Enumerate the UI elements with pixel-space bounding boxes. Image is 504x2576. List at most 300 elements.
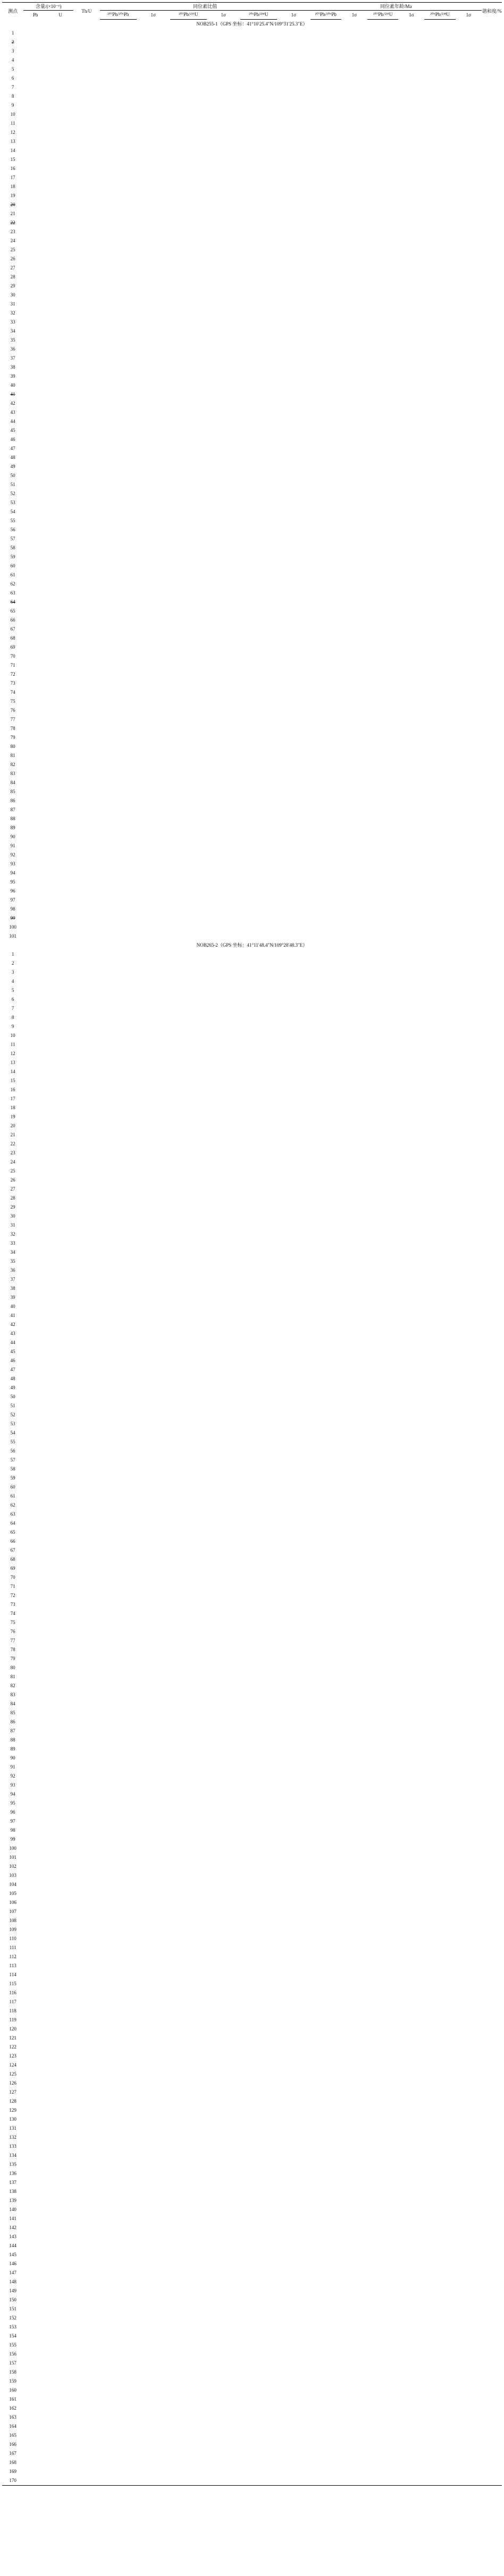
cell-ratio-207-206-sigma (137, 1329, 170, 1338)
cell-age-207-206 (310, 1808, 341, 1817)
cell-age-207-206-sigma (341, 92, 367, 101)
cell-age-206-238-sigma (456, 1474, 482, 1483)
cell-age-207-235-sigma (398, 1943, 424, 1952)
cell-spot: 76 (10, 1629, 15, 1634)
cell-u (47, 408, 73, 417)
cell-ratio-207-206-sigma (137, 1708, 170, 1718)
cell-ratio-207-206-sigma (137, 489, 170, 498)
cell-age-207-235-sigma (398, 1618, 424, 1627)
cell-ratio-207-206-sigma (137, 1320, 170, 1329)
table-row (2, 1618, 502, 1627)
cell-age-207-235-sigma (398, 525, 424, 534)
cell-ratio-207-235-sigma (207, 1925, 240, 1934)
cell-age-206-238 (424, 1528, 455, 1537)
cell-concordance (482, 273, 502, 282)
cell-pb (23, 1492, 47, 1501)
cell-u (47, 2332, 73, 2341)
cell-age-207-235-sigma (398, 1754, 424, 1763)
cell-age-207-206 (310, 56, 341, 65)
cell-u (47, 1374, 73, 1383)
cell-age-207-206 (310, 2250, 341, 2259)
cell-age-207-235-sigma (398, 2268, 424, 2277)
cell-pb (23, 1401, 47, 1410)
cell-age-207-235 (367, 552, 398, 562)
cell-th-u (73, 787, 99, 796)
cell-ratio-206-238-sigma (277, 1727, 310, 1736)
cell-ratio-207-206-sigma (137, 2458, 170, 2467)
cell-age-207-206 (310, 616, 341, 625)
cell-age-207-235-sigma (398, 914, 424, 923)
cell-spot: 100 (9, 924, 16, 930)
cell-spot: 80 (10, 1665, 15, 1670)
cell-ratio-207-235-sigma (207, 2250, 240, 2259)
cell-ratio-206-238-sigma (277, 1492, 310, 1501)
cell-pb (23, 1591, 47, 1600)
cell-age-206-238 (424, 2250, 455, 2259)
cell-age-207-206-sigma (341, 571, 367, 580)
cell-ratio-206-238-sigma (277, 1067, 310, 1076)
cell-age-206-238-sigma (456, 643, 482, 652)
table-row (2, 589, 502, 598)
table-row (2, 2223, 502, 2232)
cell-age-207-235-sigma (398, 959, 424, 968)
cell-ratio-207-235 (170, 2449, 207, 2458)
cell-age-207-235 (367, 110, 398, 119)
cell-th-u (73, 1826, 99, 1835)
table-row (2, 914, 502, 923)
cell-ratio-207-206 (100, 254, 137, 263)
cell-age-207-235 (367, 2187, 398, 2196)
table-row (2, 670, 502, 679)
cell-th-u (73, 1808, 99, 1817)
cell-age-207-206-sigma (341, 2133, 367, 2142)
cell-age-206-238-sigma (456, 1871, 482, 1880)
cell-age-207-235 (367, 56, 398, 65)
cell-ratio-206-238 (240, 2043, 277, 2052)
cell-age-206-238-sigma (456, 1140, 482, 1149)
cell-u (47, 2359, 73, 2368)
cell-age-207-206-sigma (341, 2088, 367, 2097)
cell-age-206-238 (424, 1645, 455, 1654)
cell-th-u (73, 1374, 99, 1383)
cell-age-207-206-sigma (341, 1049, 367, 1058)
table-row (2, 363, 502, 372)
cell-age-206-238-sigma (456, 426, 482, 435)
cell-ratio-207-235-sigma (207, 92, 240, 101)
cell-ratio-207-235 (170, 2350, 207, 2359)
cell-spot: 95 (10, 879, 15, 885)
cell-spot: 148 (9, 2279, 16, 2284)
cell-ratio-206-238-sigma (277, 1230, 310, 1239)
cell-pb (23, 2151, 47, 2160)
cell-age-207-235-sigma (398, 1194, 424, 1203)
cell-ratio-207-235-sigma (207, 1681, 240, 1690)
cell-age-207-206-sigma (341, 2296, 367, 2305)
cell-age-207-206 (310, 336, 341, 345)
cell-ratio-207-206 (100, 363, 137, 372)
cell-u (47, 2007, 73, 2016)
table-row (2, 1311, 502, 1320)
table-row (2, 878, 502, 887)
cell-ratio-207-206-sigma (137, 1347, 170, 1356)
cell-ratio-206-238-sigma (277, 2043, 310, 2052)
cell-age-206-238-sigma (456, 2160, 482, 2169)
cell-ratio-207-206-sigma (137, 480, 170, 489)
cell-age-206-238-sigma (456, 1374, 482, 1383)
table-row (2, 1519, 502, 1528)
cell-ratio-206-238-sigma (277, 408, 310, 417)
cell-ratio-207-235 (170, 1636, 207, 1645)
cell-ratio-206-238-sigma (277, 1465, 310, 1474)
cell-u (47, 2178, 73, 2187)
cell-age-207-235-sigma (398, 1555, 424, 1564)
cell-pb (23, 1754, 47, 1763)
cell-u (47, 2314, 73, 2323)
cell-spot: 72 (10, 671, 15, 677)
header-th-u: Th/U (73, 3, 99, 20)
cell-age-206-238 (424, 1537, 455, 1546)
cell-age-206-238-sigma (456, 1121, 482, 1130)
cell-ratio-206-238 (240, 29, 277, 38)
cell-pb (23, 1835, 47, 1844)
cell-ratio-206-238-sigma (277, 2133, 310, 2142)
cell-spot: 5 (11, 988, 14, 993)
cell-age-207-235 (367, 1347, 398, 1356)
table-row (2, 498, 502, 507)
cell-age-207-206 (310, 2368, 341, 2377)
cell-age-206-238-sigma (456, 1058, 482, 1067)
cell-age-207-235-sigma (398, 1076, 424, 1085)
cell-age-207-235-sigma (398, 1302, 424, 1311)
cell-ratio-207-206-sigma (137, 814, 170, 823)
cell-ratio-207-235-sigma (207, 1745, 240, 1754)
cell-age-207-206 (310, 254, 341, 263)
table-row (2, 832, 502, 841)
cell-th-u (73, 119, 99, 128)
cell-age-206-238 (424, 2314, 455, 2323)
cell-ratio-206-238-sigma (277, 1546, 310, 1555)
cell-age-207-206 (310, 2196, 341, 2205)
cell-u (47, 2350, 73, 2359)
cell-age-207-235-sigma (398, 2043, 424, 2052)
cell-age-207-206 (310, 923, 341, 932)
cell-ratio-206-238 (240, 1203, 277, 1212)
cell-ratio-207-206 (100, 1501, 137, 1510)
cell-ratio-207-235 (170, 2404, 207, 2413)
cell-pb (23, 950, 47, 959)
cell-age-206-238-sigma (456, 1320, 482, 1329)
cell-u (47, 1465, 73, 1474)
cell-ratio-207-206 (100, 2169, 137, 2178)
cell-age-207-235-sigma (398, 146, 424, 155)
cell-age-206-238-sigma (456, 2052, 482, 2061)
cell-ratio-207-206 (100, 580, 137, 589)
cell-age-206-238-sigma (456, 959, 482, 968)
cell-ratio-206-238 (240, 814, 277, 823)
cell-u (47, 65, 73, 74)
header-age-207-206: ²⁰⁷Pb/²⁰⁶Pb (315, 12, 337, 17)
cell-ratio-207-235 (170, 2314, 207, 2323)
cell-ratio-207-235 (170, 2061, 207, 2070)
cell-age-207-206-sigma (341, 1934, 367, 1943)
cell-age-206-238-sigma (456, 1112, 482, 1121)
cell-ratio-206-238 (240, 2241, 277, 2250)
cell-pb (23, 2386, 47, 2395)
cell-ratio-207-206 (100, 841, 137, 851)
cell-age-207-206-sigma (341, 1194, 367, 1203)
cell-ratio-207-206-sigma (137, 2250, 170, 2259)
cell-th-u (73, 38, 99, 47)
cell-age-206-238-sigma (456, 878, 482, 887)
cell-pb (23, 2178, 47, 2187)
cell-pb (23, 462, 47, 471)
cell-age-206-238 (424, 995, 455, 1004)
cell-age-206-238 (424, 1221, 455, 1230)
cell-ratio-207-206 (100, 128, 137, 137)
cell-ratio-207-235 (170, 2296, 207, 2305)
cell-ratio-206-238 (240, 1284, 277, 1293)
cell-pb (23, 1149, 47, 1158)
table-row (2, 1022, 502, 1031)
cell-age-207-235 (367, 1076, 398, 1085)
cell-spot: 27 (10, 265, 15, 270)
cell-age-207-206-sigma (341, 309, 367, 318)
cell-age-207-235 (367, 543, 398, 552)
cell-ratio-207-206 (100, 534, 137, 543)
cell-ratio-207-235-sigma (207, 2187, 240, 2196)
cell-age-207-206-sigma (341, 1383, 367, 1392)
cell-ratio-207-206 (100, 616, 137, 625)
cell-age-207-235 (367, 381, 398, 390)
cell-ratio-207-206 (100, 1826, 137, 1835)
cell-u (47, 1898, 73, 1907)
cell-concordance (482, 715, 502, 724)
cell-u (47, 841, 73, 851)
cell-ratio-207-235 (170, 571, 207, 580)
cell-ratio-207-235-sigma (207, 1040, 240, 1049)
cell-ratio-206-238 (240, 1022, 277, 1031)
cell-age-207-206 (310, 462, 341, 471)
cell-ratio-207-206-sigma (137, 896, 170, 905)
cell-age-207-235 (367, 661, 398, 670)
cell-ratio-207-206-sigma (137, 679, 170, 688)
cell-age-206-238 (424, 625, 455, 634)
cell-ratio-207-206 (100, 1031, 137, 1040)
cell-ratio-207-235-sigma (207, 2332, 240, 2341)
cell-age-206-238 (424, 1085, 455, 1094)
cell-age-207-206-sigma (341, 580, 367, 589)
cell-ratio-206-238-sigma (277, 2413, 310, 2422)
cell-u (47, 1681, 73, 1690)
cell-age-207-235-sigma (398, 1311, 424, 1320)
cell-age-207-235-sigma (398, 1356, 424, 1365)
cell-age-207-235 (367, 2440, 398, 2449)
cell-ratio-207-235-sigma (207, 399, 240, 408)
cell-age-206-238-sigma (456, 1880, 482, 1889)
cell-age-206-238 (424, 1708, 455, 1718)
cell-age-207-235-sigma (398, 1266, 424, 1275)
cell-th-u (73, 1961, 99, 1970)
cell-ratio-207-235-sigma (207, 1690, 240, 1699)
cell-th-u (73, 2097, 99, 2106)
cell-age-207-206-sigma (341, 1239, 367, 1248)
cell-ratio-207-235-sigma (207, 1889, 240, 1898)
cell-age-207-235 (367, 1410, 398, 1419)
cell-ratio-207-235-sigma (207, 2259, 240, 2268)
cell-ratio-206-238 (240, 1997, 277, 2007)
cell-ratio-206-238 (240, 869, 277, 878)
cell-age-207-206 (310, 1230, 341, 1239)
cell-th-u (73, 1004, 99, 1013)
cell-ratio-207-206-sigma (137, 2449, 170, 2458)
cell-ratio-207-235 (170, 119, 207, 128)
cell-age-207-206 (310, 1167, 341, 1176)
cell-ratio-207-235 (170, 263, 207, 273)
table-row (2, 1862, 502, 1871)
cell-ratio-206-238-sigma (277, 1645, 310, 1654)
cell-u (47, 399, 73, 408)
cell-th-u (73, 1699, 99, 1708)
cell-age-207-235 (367, 2016, 398, 2025)
cell-ratio-207-235 (170, 363, 207, 372)
cell-age-207-206-sigma (341, 480, 367, 489)
cell-concordance (482, 1338, 502, 1347)
cell-pb (23, 2422, 47, 2431)
cell-age-207-235 (367, 697, 398, 706)
cell-ratio-206-238 (240, 932, 277, 941)
cell-ratio-207-235-sigma (207, 200, 240, 209)
cell-pb (23, 300, 47, 309)
table-row (2, 1076, 502, 1085)
cell-age-207-206 (310, 905, 341, 914)
cell-concordance (482, 155, 502, 164)
cell-th-u (73, 2314, 99, 2323)
cell-th-u (73, 2061, 99, 2070)
cell-age-206-238 (424, 2205, 455, 2214)
cell-ratio-207-206-sigma (137, 905, 170, 914)
cell-age-207-206-sigma (341, 1961, 367, 1970)
cell-ratio-207-235 (170, 1645, 207, 1654)
cell-age-207-235-sigma (398, 1130, 424, 1140)
cell-ratio-206-238-sigma (277, 2187, 310, 2196)
cell-age-207-235-sigma (398, 2332, 424, 2341)
cell-age-207-235 (367, 851, 398, 860)
cell-ratio-207-235 (170, 2440, 207, 2449)
table-row (2, 1871, 502, 1880)
cell-spot: 25 (10, 1168, 15, 1174)
cell-pb (23, 715, 47, 724)
cell-concordance (482, 670, 502, 679)
cell-ratio-207-206-sigma (137, 1374, 170, 1383)
cell-ratio-207-235-sigma (207, 2043, 240, 2052)
cell-concordance (482, 616, 502, 625)
cell-ratio-207-235-sigma (207, 209, 240, 218)
cell-pb (23, 2250, 47, 2259)
cell-ratio-206-238 (240, 1754, 277, 1763)
cell-ratio-207-206 (100, 2232, 137, 2241)
cell-age-207-235-sigma (398, 986, 424, 995)
cell-age-207-235-sigma (398, 2359, 424, 2368)
cell-ratio-207-235-sigma (207, 1239, 240, 1248)
cell-age-207-235-sigma (398, 137, 424, 146)
cell-ratio-207-235-sigma (207, 471, 240, 480)
cell-age-207-206 (310, 1943, 341, 1952)
cell-age-206-238 (424, 1483, 455, 1492)
cell-age-207-206 (310, 1383, 341, 1392)
cell-ratio-207-235 (170, 896, 207, 905)
cell-age-207-235 (367, 742, 398, 751)
cell-ratio-207-235 (170, 878, 207, 887)
cell-concordance (482, 227, 502, 236)
cell-ratio-207-235-sigma (207, 778, 240, 787)
cell-pb (23, 2296, 47, 2305)
cell-pb (23, 1654, 47, 1663)
cell-concordance (482, 74, 502, 83)
cell-age-207-206-sigma (341, 372, 367, 381)
cell-spot: 130 (9, 2116, 16, 2122)
cell-age-206-238 (424, 2305, 455, 2314)
table-row (2, 2241, 502, 2250)
cell-u (47, 146, 73, 155)
table-body (2, 20, 502, 2486)
cell-th-u (73, 905, 99, 914)
cell-pb (23, 2404, 47, 2413)
cell-age-207-235 (367, 1158, 398, 1167)
cell-ratio-207-235 (170, 1718, 207, 1727)
cell-age-207-206-sigma (341, 1103, 367, 1112)
cell-th-u (73, 65, 99, 74)
cell-u (47, 1880, 73, 1889)
cell-age-207-206-sigma (341, 841, 367, 851)
cell-age-207-206-sigma (341, 1465, 367, 1474)
cell-ratio-207-206-sigma (137, 1582, 170, 1591)
cell-age-206-238-sigma (456, 2368, 482, 2377)
cell-th-u (73, 661, 99, 670)
cell-age-207-235-sigma (398, 1347, 424, 1356)
table-row (2, 679, 502, 688)
cell-age-206-238-sigma (456, 1510, 482, 1519)
cell-ratio-207-206-sigma (137, 1925, 170, 1934)
cell-spot: 37 (10, 1277, 15, 1282)
cell-ratio-207-206-sigma (137, 1844, 170, 1853)
cell-age-207-206-sigma (341, 1952, 367, 1961)
cell-age-207-235 (367, 1031, 398, 1040)
table-row (2, 706, 502, 715)
cell-u (47, 2061, 73, 2070)
cell-concordance (482, 697, 502, 706)
cell-u (47, 1952, 73, 1961)
cell-age-206-238 (424, 1627, 455, 1636)
cell-age-207-206 (310, 2458, 341, 2467)
cell-pb (23, 1690, 47, 1699)
cell-th-u (73, 200, 99, 209)
cell-ratio-207-206 (100, 2305, 137, 2314)
cell-ratio-207-235 (170, 1510, 207, 1519)
cell-ratio-207-206 (100, 2115, 137, 2124)
cell-ratio-207-235 (170, 390, 207, 399)
cell-concordance (482, 263, 502, 273)
cell-ratio-207-206-sigma (137, 47, 170, 56)
cell-ratio-206-238 (240, 1004, 277, 1013)
cell-age-207-206-sigma (341, 2341, 367, 2350)
cell-spot: 168 (9, 2460, 16, 2465)
cell-ratio-206-238-sigma (277, 2350, 310, 2359)
cell-spot: 65 (10, 1529, 15, 1535)
cell-spot: 167 (9, 2451, 16, 2456)
cell-age-206-238 (424, 1961, 455, 1970)
cell-th-u (73, 1483, 99, 1492)
cell-ratio-206-238 (240, 38, 277, 47)
